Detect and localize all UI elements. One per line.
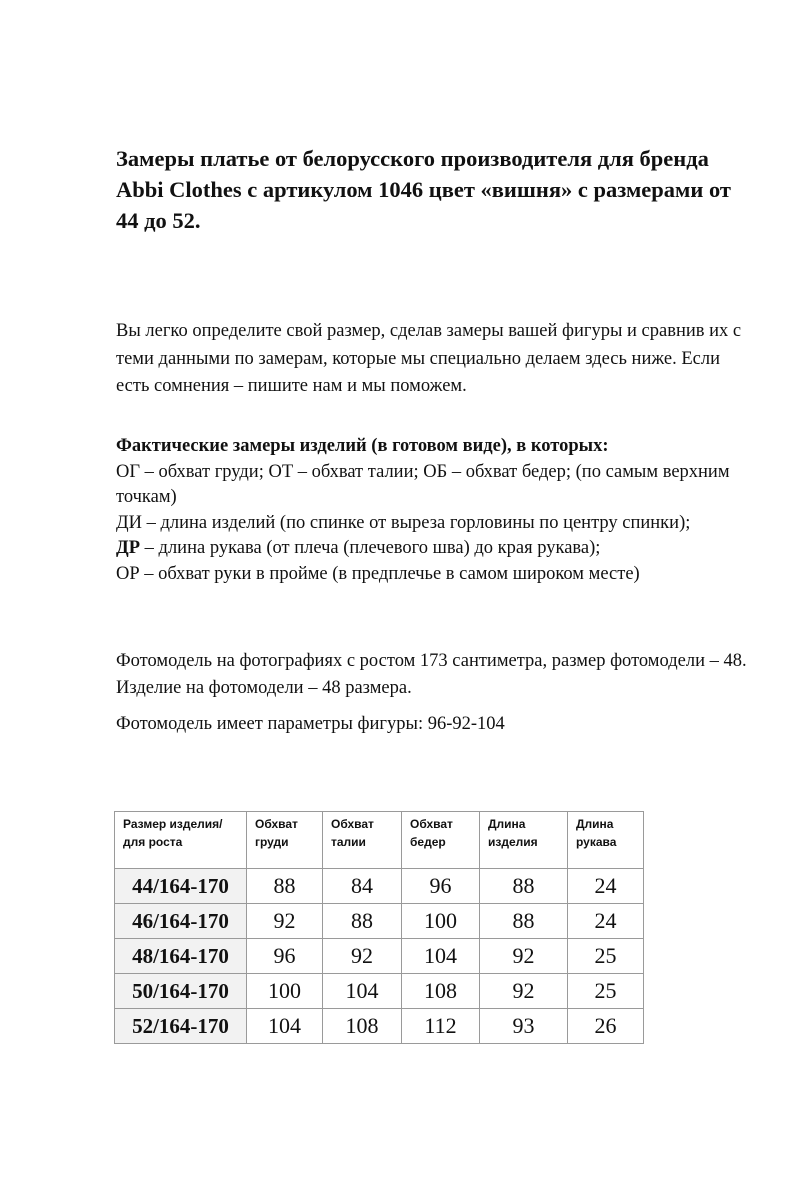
definitions-heading: Фактические замеры изделий (в готовом виде), в которых: bbox=[116, 436, 609, 456]
size-cell: 46/164-170 bbox=[115, 904, 247, 939]
page-title: Замеры платье от белорусского производителя для бренда Abbi Clothes с артикулом 1046 цвет «вишня» с размерами от 44 до 52. bbox=[116, 146, 731, 233]
header-length: Длина изделия bbox=[480, 812, 568, 869]
waist-cell: 108 bbox=[323, 1009, 402, 1044]
chest-cell: 100 bbox=[247, 974, 323, 1009]
model-parameters: Фотомодель имеет параметры фигуры: 96-92-104 bbox=[116, 714, 505, 734]
definition-sleeve-text: – длина рукава (от плеча (плечевого шва) до края рукава); bbox=[140, 538, 601, 558]
hips-cell: 112 bbox=[402, 1009, 480, 1044]
sleeve-cell: 25 bbox=[568, 939, 644, 974]
sleeve-cell: 24 bbox=[568, 869, 644, 904]
header-hips: Обхват бедер bbox=[402, 812, 480, 869]
waist-cell: 84 bbox=[323, 869, 402, 904]
sleeve-cell: 24 bbox=[568, 904, 644, 939]
table-row bbox=[115, 1009, 644, 1044]
waist-cell: 88 bbox=[323, 904, 402, 939]
chest-cell: 92 bbox=[247, 904, 323, 939]
table-header-row bbox=[115, 812, 644, 869]
table-row bbox=[115, 974, 644, 1009]
measurements-definitions bbox=[116, 434, 776, 587]
hips-cell: 100 bbox=[402, 904, 480, 939]
sleeve-cell: 26 bbox=[568, 1009, 644, 1044]
waist-cell: 104 bbox=[323, 974, 402, 1009]
length-cell: 88 bbox=[480, 904, 568, 939]
length-cell: 88 bbox=[480, 869, 568, 904]
chest-cell: 104 bbox=[247, 1009, 323, 1044]
definition-length: ДИ – длина изделий (по спинке от выреза горловины по центру спинки); bbox=[116, 512, 691, 533]
definition-sleeve-abbr: ДР bbox=[116, 538, 141, 558]
header-size: Размер изделия/для роста bbox=[115, 812, 247, 869]
definition-arm: ОР – обхват руки в пройме (в предплечье в самом широком месте) bbox=[116, 563, 640, 584]
length-cell: 92 bbox=[480, 974, 568, 1009]
size-cell: 44/164-170 bbox=[115, 869, 247, 904]
header-waist: Обхват талии bbox=[323, 812, 402, 869]
size-cell: 50/164-170 bbox=[115, 974, 247, 1009]
table-row bbox=[115, 869, 644, 904]
length-cell: 92 bbox=[480, 939, 568, 974]
definition-sleeve bbox=[116, 536, 776, 562]
table-row bbox=[115, 939, 644, 974]
intro-paragraph: Вы легко определите свой размер, сделав замеры вашей фигуры и сравнив их с теми данными по замерам, которые мы специально делаем здесь ниже. Если есть сомнения – пишите нам и мы поможем. bbox=[116, 321, 742, 396]
definition-circumferences: ОГ – обхват груди; ОТ – обхват талии; ОБ – обхват бедер; (по самым верхним точкам) bbox=[116, 461, 730, 507]
sleeve-cell: 25 bbox=[568, 974, 644, 1009]
size-cell: 48/164-170 bbox=[115, 939, 247, 974]
model-info: Фотомодель на фотографиях с ростом 173 сантиметра, размер фотомодели – 48. Изделие на фотомодели – 48 размера. bbox=[116, 651, 747, 698]
size-table bbox=[114, 811, 644, 1044]
chest-cell: 88 bbox=[247, 869, 323, 904]
header-sleeve: Длина рукава bbox=[568, 812, 644, 869]
hips-cell: 104 bbox=[402, 939, 480, 974]
chest-cell: 96 bbox=[247, 939, 323, 974]
table-row bbox=[115, 904, 644, 939]
waist-cell: 92 bbox=[323, 939, 402, 974]
header-chest: Обхват груди bbox=[247, 812, 323, 869]
hips-cell: 96 bbox=[402, 869, 480, 904]
size-cell: 52/164-170 bbox=[115, 1009, 247, 1044]
hips-cell: 108 bbox=[402, 974, 480, 1009]
length-cell: 93 bbox=[480, 1009, 568, 1044]
